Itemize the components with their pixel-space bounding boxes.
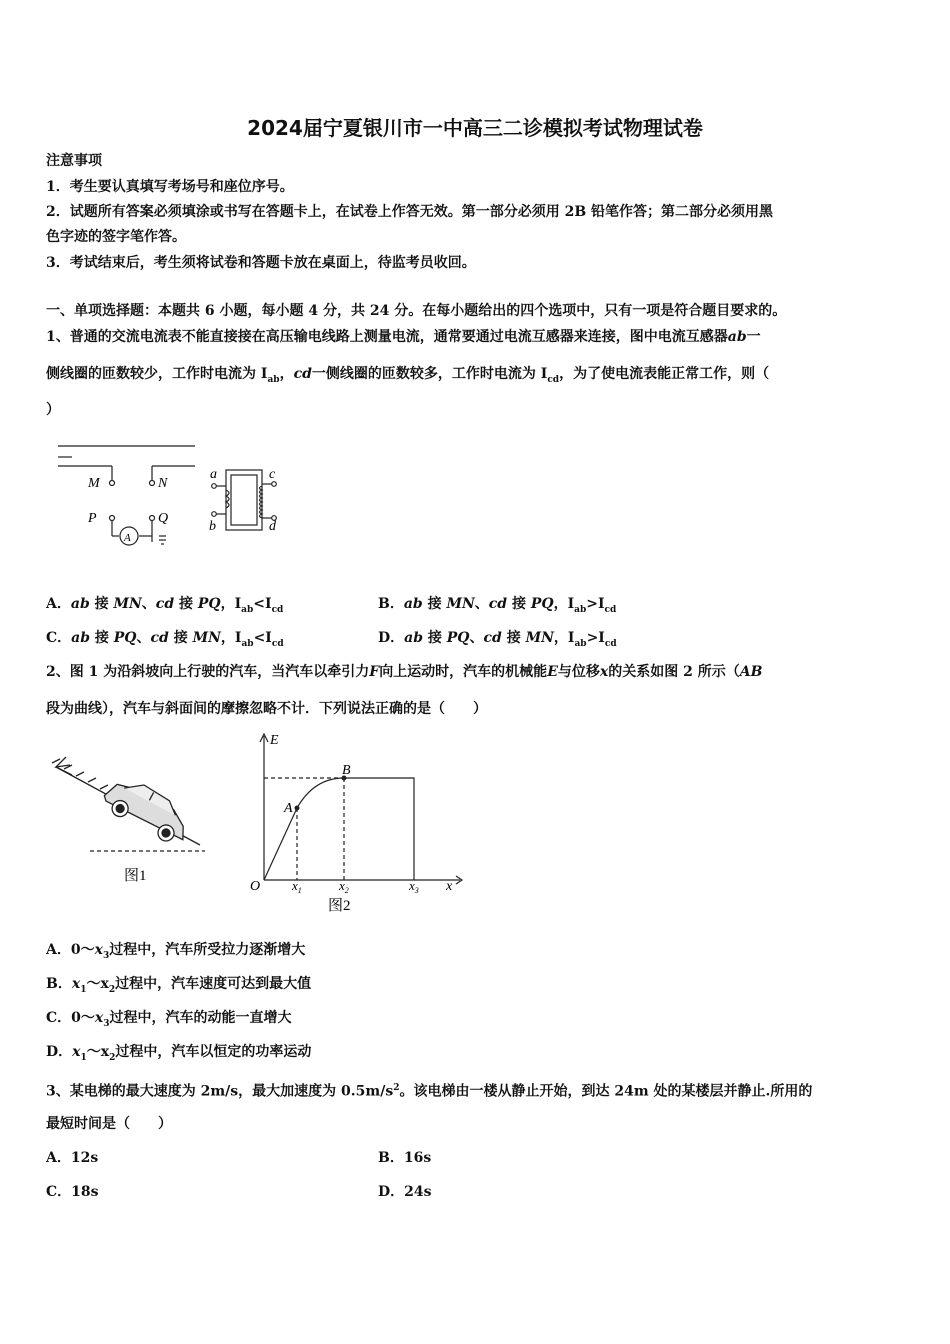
option-label: B． (378, 596, 404, 612)
option-var: x (94, 1010, 104, 1026)
option-text: >I (586, 630, 605, 646)
notice-heading: 注意事项 (46, 153, 102, 169)
option-text: 18s (71, 1184, 99, 1200)
q1-sub: ab (267, 374, 280, 385)
option-var: x (71, 976, 81, 992)
option-text: ，I (553, 596, 575, 612)
option-text: <I (253, 630, 272, 646)
option-label: C． (46, 630, 72, 646)
q2-option-c[interactable] (46, 1008, 292, 1034)
q1-text: 一 (746, 329, 761, 345)
q2-option-a[interactable] (46, 940, 305, 966)
q2-figure-2 (244, 728, 469, 918)
option-text: 接 (89, 596, 114, 612)
option-sub: 3 (102, 950, 110, 961)
option-var: cd (150, 630, 169, 646)
option-var: MN (113, 596, 142, 612)
q2-text: 的关系如图 2 所示（ (608, 664, 740, 680)
q1-option-c[interactable] (46, 628, 284, 654)
option-sub: 1 (80, 1052, 87, 1063)
option-sub: cd (271, 638, 284, 649)
option-var: PQ (530, 596, 554, 612)
option-text: 过程中，汽车速度可达到最大值 (115, 976, 312, 992)
option-var: x (72, 1044, 81, 1060)
option-sub: 2 (109, 1052, 116, 1063)
option-text: 过程中，汽车的动能一直增大 (109, 1010, 292, 1026)
option-sub: cd (604, 604, 617, 615)
q1-option-d[interactable] (378, 628, 617, 654)
option-text: 24s (404, 1184, 432, 1200)
option-text: 、 (469, 630, 484, 646)
q2-text: 与位移 (557, 664, 600, 680)
option-text: >I (586, 596, 605, 612)
option-label: A． (46, 1150, 71, 1166)
option-text: 16s (403, 1150, 432, 1166)
option-sub: 1 (80, 984, 87, 995)
q2-var: x (599, 664, 609, 680)
label-a: a (210, 467, 217, 482)
option-label: B． (378, 1150, 404, 1166)
car-icon (99, 771, 197, 849)
option-var: MN (192, 630, 221, 646)
q1-circuit (58, 446, 195, 545)
q3-text: 。该电梯由一楼从静止开始，到达 24m 处的某楼层并静止.所用的 (399, 1083, 813, 1100)
option-sub: ab (241, 604, 254, 615)
point-a (295, 806, 300, 811)
option-sub: ab (241, 638, 254, 649)
q2-line-2: 段为曲线），汽车与斜面间的摩擦忽略不计．下列说法正确的是（ ） (46, 701, 487, 717)
q2-var: E (547, 664, 558, 680)
option-sub: 3 (103, 1018, 110, 1029)
option-text: 过程中，汽车以恒定的功率运动 (115, 1044, 312, 1060)
option-text: ，I (220, 596, 242, 612)
option-var: ab (71, 630, 91, 646)
energy-curve (264, 778, 414, 880)
option-label: B． (46, 976, 72, 992)
q2-var: F (369, 664, 380, 680)
label-x2: $x_2$ (339, 878, 349, 895)
q1-sub: cd (547, 374, 560, 385)
option-var: ab (403, 596, 423, 612)
option-sub: ab (574, 604, 587, 615)
option-text: 、 (136, 630, 151, 646)
label-Q: Q (158, 511, 169, 526)
option-text: ～x (86, 1044, 110, 1060)
option-var: x (94, 942, 103, 958)
notice-item-2: 2．试题所有答案必须填涂或书写在答题卡上，在试卷上作答无效。第一部分必须用 2B 铅笔作答；第二部分必须用黑 (46, 204, 774, 220)
option-text: ～x (86, 976, 109, 992)
q3-option-d[interactable] (378, 1182, 432, 1202)
option-var: cd (483, 630, 502, 646)
q1-line-1 (46, 327, 761, 347)
q1-text: ，为了使电流表能正常工作，则（ (559, 366, 770, 382)
ammeter-label: A (124, 532, 131, 544)
q3-text: 3、某电梯的最大速度为 2m/s，最大加速度为 0.5m/s (46, 1083, 394, 1100)
arrow-icon (56, 757, 70, 767)
q2-figure-1 (50, 755, 210, 885)
option-var: ab (404, 630, 424, 646)
option-var: cd (488, 596, 508, 612)
option-text: 0～ (71, 1010, 95, 1026)
option-text: 接 (422, 596, 447, 612)
q2-option-d[interactable] (46, 1042, 311, 1068)
q1-transformer-figure (50, 440, 300, 555)
label-A: A (284, 801, 293, 816)
section-heading: 一、单项选择题：本题共 6 小题，每小题 4 分，共 24 分。在每小题给出的四个选项中，只有一项是符合题目要求的。 (46, 303, 787, 319)
notice-item-1: 1．考生要认真填写考场号和座位序号。 (46, 179, 294, 195)
option-text: 接 (174, 596, 198, 612)
option-sub: cd (604, 638, 617, 649)
option-text: <I (253, 596, 272, 612)
option-sub: ab (574, 638, 587, 649)
option-var: PQ (197, 596, 221, 612)
option-text: 过程中，汽车所受拉力逐渐增大 (109, 942, 306, 958)
notice-item-2-cont: 色字迹的签字笔作答。 (46, 229, 186, 245)
q2-text: 向上运动时，汽车的机械能 (379, 664, 548, 680)
q2-line-1 (46, 662, 762, 682)
option-text: 接 (423, 630, 447, 646)
q1-text: 1、普通的交流电流表不能直接接在高压输电线路上测量电流，通常要通过电流互感器来连接，图中电流互感器 (46, 329, 728, 345)
q3-sup: 2 (393, 1083, 400, 1093)
option-label: A． (46, 596, 71, 612)
option-text: 、 (141, 596, 156, 612)
option-label: D． (46, 1044, 73, 1060)
q1-option-a[interactable] (46, 594, 283, 620)
option-text: 接 (501, 630, 526, 646)
label-x1: $x_1$ (292, 878, 302, 895)
option-text: 接 (507, 596, 531, 612)
q1-text: ， (279, 366, 294, 382)
q3-option-c[interactable] (46, 1182, 99, 1202)
label-c: c (269, 467, 276, 482)
option-var: cd (155, 596, 175, 612)
label-M: M (88, 476, 100, 491)
fig1-caption: 图1 (124, 868, 147, 884)
notice-item-3: 3．考试结束后，考生须将试卷和答题卡放在桌面上，待监考员收回。 (46, 255, 476, 271)
option-text: 0～ (70, 942, 95, 958)
option-var: PQ (113, 630, 137, 646)
option-label: C． (46, 1010, 72, 1026)
label-b: b (209, 519, 216, 534)
label-x: x (446, 879, 453, 894)
option-label: D． (378, 1184, 405, 1200)
label-P: P (88, 511, 97, 526)
q3-option-a[interactable] (46, 1148, 98, 1168)
q1-line-2 (46, 364, 769, 390)
label-O: O (250, 879, 261, 894)
q1-text: 侧线圈的匝数较少，工作时电流为 I (46, 366, 268, 382)
q1-var: cd (293, 366, 312, 382)
label-E: E (270, 733, 279, 748)
label-x3: $x_3$ (409, 878, 419, 895)
option-text: 接 (168, 630, 193, 646)
option-text: 、 (474, 596, 489, 612)
q3-option-b[interactable] (378, 1148, 431, 1168)
option-label: C． (46, 1184, 72, 1200)
q1-option-b[interactable] (378, 594, 616, 620)
fig2-caption: 图2 (328, 898, 351, 914)
q2-option-b[interactable] (46, 974, 311, 1000)
option-var: PQ (446, 630, 470, 646)
q1-text: 一侧线圈的匝数较多，工作时电流为 I (311, 366, 548, 382)
option-label: A． (46, 942, 71, 958)
q1-var: ab (727, 329, 747, 345)
option-var: MN (446, 596, 475, 612)
option-sub: cd (271, 604, 284, 615)
option-label: D． (378, 630, 405, 646)
option-text: ，I (553, 630, 575, 646)
label-B: B (342, 763, 351, 778)
q1-line-3: ） (46, 402, 60, 418)
option-sub: 2 (108, 984, 116, 995)
q3-line-1 (46, 1078, 812, 1102)
option-var: MN (525, 630, 554, 646)
option-text: ，I (220, 630, 242, 646)
option-text: 12s (70, 1150, 99, 1166)
option-text: 接 (90, 630, 114, 646)
transformer-core (212, 470, 277, 530)
label-N: N (158, 476, 168, 491)
label-d: d (269, 519, 276, 534)
page-title: 2024届宁夏银川市一中高三二诊模拟考试物理试卷 (247, 116, 703, 140)
q2-text: 2、图 1 为沿斜坡向上行驶的汽车，当汽车以牵引力 (46, 664, 370, 680)
q3-line-2: 最短时间是（ ） (46, 1116, 172, 1132)
option-var: ab (70, 596, 90, 612)
q2-var: AB (739, 664, 763, 680)
